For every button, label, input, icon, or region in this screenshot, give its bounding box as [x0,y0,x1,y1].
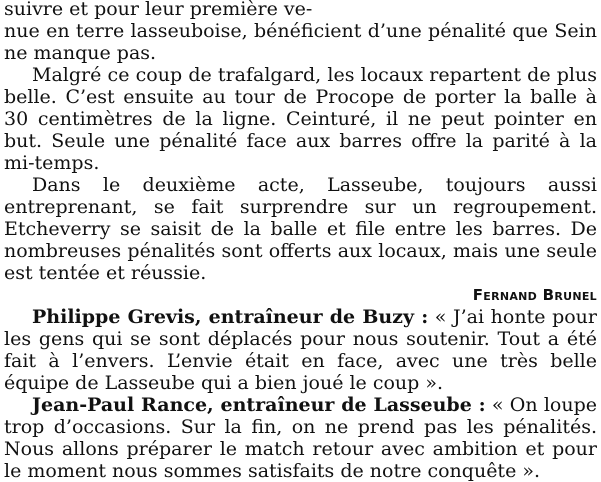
quote-1-speaker: Philippe Grevis, entraîneur de Buzy : [32,306,429,328]
article-paragraph-2: Malgré ce coup de trafalgard, les locaux repartent de plus belle. C’est ensuite au tour de Procope de porter la balle à 30 centimètres de la ligne. Ceinturé, il ne peut pointer en but. Seule une pénalité face aux barres offre la parité à la mi-temps. [4,64,597,174]
quote-paragraph-1 [4,306,597,394]
quote-2-speaker: Jean-Paul Rance, entraîneur de Lasseube : [32,394,486,416]
quote-1-text: « J’ai honte pour les gens qui se sont déplacés pour nous soutenir. Tout a été fait à l’envers. L’envie était en face, avec une très belle équipe de Lasseube qui a bien joué le coup ». [4,306,597,394]
article-paragraph-1 [4,0,597,64]
paragraph-1-rest: nue en terre lasseuboise, bénéficient d’une pénalité que Sein ne manque pas. [4,20,597,64]
quote-paragraph-2 [4,394,597,482]
author-byline: Fernand Brunel [472,286,597,304]
quote-2-text: « On loupe trop d’occasions. Sur la fin, on ne prend pas les pénalités. Nous allons préparer le match retour avec ambition et pour le moment nous sommes satisfaits de notre conquête ». [4,394,598,482]
paragraph-1-first-line: suivre et pour leur première ve- [4,0,313,20]
article-paragraph-3: Dans le deuxième acte, Lasseube, toujours aussi entreprenant, se fait surprendre sur un regroupement. Etcheverry se saisit de la balle et file entre les barres. De nombreuses pénalités sont offerts aux locaux, mais une seule est tentée et réussie. [4,174,597,284]
